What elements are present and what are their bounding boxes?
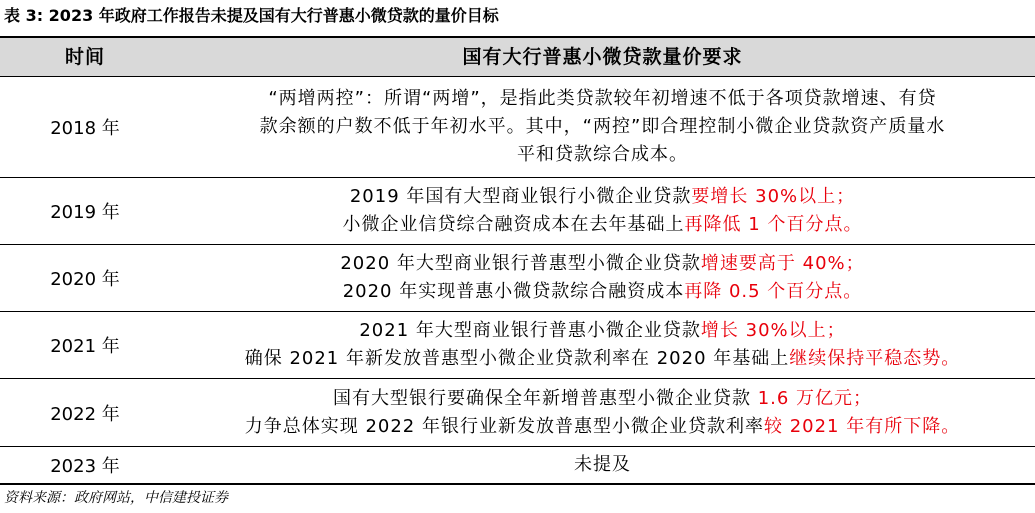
- highlight-text: 增长 30%以上；: [700, 320, 846, 341]
- requirement-line: [340, 250, 864, 278]
- table-row: [0, 245, 1035, 312]
- requirement-text: 2019 年国有大型商业银行小微企业贷款: [349, 186, 692, 207]
- requirement-line: [245, 345, 961, 373]
- row-requirement: [170, 77, 1035, 177]
- row-year: 2022 年: [50, 403, 120, 425]
- requirement-text: 小微企业信贷综合融资成本在去年基础上: [342, 214, 685, 235]
- highlight-text: 较 2021 年有所下降。: [763, 415, 961, 437]
- highlight-text: 继续保持平稳态势。: [789, 348, 961, 369]
- table-row: [0, 312, 1035, 379]
- header-requirements: 国有大行普惠小微贷款量价要求: [462, 46, 743, 68]
- table-body: [0, 77, 1035, 485]
- requirement-text: 国有大型银行要确保全年新增普惠型小微企业贷款: [332, 387, 758, 409]
- row-year: 2020 年: [50, 269, 120, 290]
- row-requirement: [170, 178, 1035, 244]
- table-row: [0, 447, 1035, 485]
- loan-target-table: [0, 36, 1035, 485]
- row-requirement: [170, 379, 1035, 446]
- requirement-line: [574, 451, 631, 479]
- requirement-text: 确保 2021 年新发放普惠型小微企业贷款利率在 2020 年基础上: [244, 348, 790, 369]
- highlight-text: 1.6 万亿元；: [757, 387, 873, 409]
- source-note: 资料来源：政府网站，中信建投证券: [4, 490, 228, 506]
- requirement-text: 款余额的户数不低于年初水平。其中，“两控”即合理控制小微企业贷款资产质量水: [259, 116, 946, 137]
- requirement-text: 平和贷款综合成本。: [517, 144, 688, 165]
- requirement-line: [268, 85, 936, 113]
- requirement-text: 2021 年大型商业银行普惠小微企业贷款: [359, 320, 701, 341]
- table-header: [0, 36, 1035, 77]
- row-requirement: [170, 312, 1035, 378]
- table-title: 表 3: 2023 年政府工作报告未提及国有大行普惠小微贷款的量价目标: [4, 6, 499, 25]
- requirement-line: [333, 385, 872, 413]
- table-row: [0, 77, 1035, 178]
- requirement-text: 未提及: [574, 454, 631, 475]
- highlight-text: 要增长 30%以上；: [691, 186, 856, 207]
- table-row: [0, 178, 1035, 245]
- highlight-text: 再降 0.5 个百分点。: [684, 281, 863, 302]
- row-year: 2023 年: [50, 456, 120, 477]
- requirement-line: [517, 141, 688, 169]
- requirement-text: 2020 年大型商业银行普惠型小微企业贷款: [340, 253, 701, 274]
- requirement-line: [359, 317, 845, 345]
- requirement-text: “两增两控”：所谓“两增”，是指此类贷款较年初增速不低于各项贷款增速、有贷: [268, 88, 937, 109]
- row-requirement: [170, 447, 1035, 483]
- requirement-line: [343, 211, 863, 239]
- requirement-line: [260, 113, 946, 141]
- highlight-text: 增速要高于 40%；: [700, 253, 865, 274]
- row-requirement: [170, 245, 1035, 311]
- row-year: 2018 年: [50, 118, 120, 139]
- requirement-text: 2020 年实现普惠小微贷款综合融资成本: [342, 281, 685, 302]
- table-row: [0, 379, 1035, 447]
- row-year: 2019 年: [50, 202, 120, 223]
- requirement-line: [343, 278, 863, 306]
- highlight-text: 再降低 1 个百分点。: [684, 214, 863, 235]
- row-year: 2021 年: [50, 336, 120, 357]
- requirement-line: [350, 183, 855, 211]
- header-time: 时间: [64, 46, 105, 68]
- requirement-text: 力争总体实现 2022 年银行业新发放普惠型小微企业贷款利率: [244, 415, 764, 437]
- requirement-line: [245, 413, 961, 441]
